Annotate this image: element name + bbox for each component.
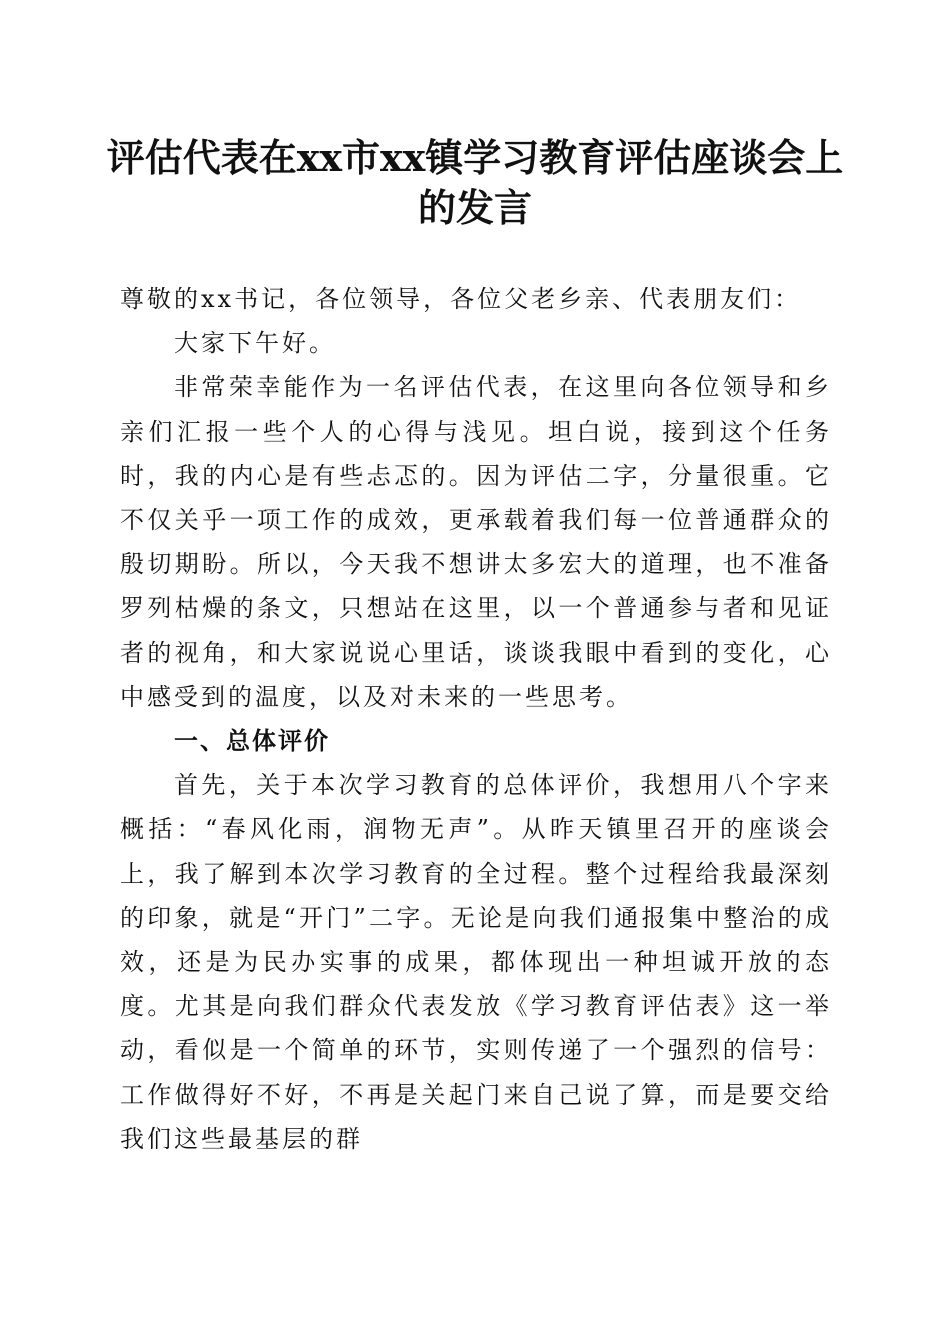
section-heading-overall-evaluation: 一、总体评价	[174, 727, 330, 756]
intro-paragraph: 非常荣幸能作为一名评估代表，在这里向各位领导和乡亲们汇报一些个人的心得与浅见。坦白说，接到这个任务时，我的内心是有些忐忑的。因为评估二字，分量很重。它不仅关乎一项工作的成效，更承载着我们每一位普通群众的殷切期盼。所以，今天我不想讲太多宏大的道理，也不准备罗列枯燥的条文，只想站在这里，以一个普通参与者和见证者的视角，和大家说说心里话，谈谈我眼中看到的变化，心中感受到的温度，以及对未来的一些思考。	[120, 373, 832, 711]
document-title: 评估代表在xx市xx镇学习教育评估座谈会上的发言	[106, 135, 844, 230]
greeting: 大家下午好。	[174, 329, 336, 358]
salutation: 尊敬的xx书记，各位领导，各位父老乡亲、代表朋友们：	[120, 285, 802, 313]
document-body	[120, 277, 832, 1161]
section-paragraph-overall-evaluation: 首先，关于本次学习教育的总体评价，我想用八个字来概括：“春风化雨，润物无声”。从昨天镇里召开的座谈会上，我了解到本次学习教育的全过程。整个过程给我最深刻的印象，就是“开门”二字。无论是向我们通报集中整治的成效，还是为民办实事的成果，都体现出一种坦诚开放的态度。尤其是向我们群众代表发放《学习教育评估表》这一举动，看似是一个简单的环节，实则传递了一个强烈的信号：工作做得好不好，不再是关起门来自己说了算，而是要交给我们这些最基层的群	[120, 771, 832, 1153]
